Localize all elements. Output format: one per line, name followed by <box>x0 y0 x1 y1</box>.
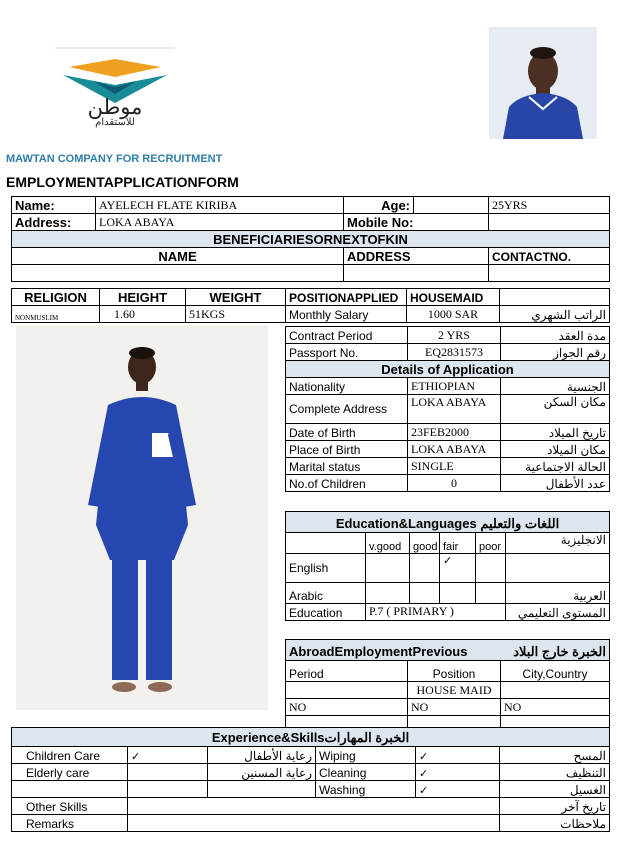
english-note <box>506 554 610 583</box>
arabic-vgood <box>366 583 410 604</box>
english-vgood <box>366 554 410 583</box>
passport-arabic: رقم الجواز <box>501 344 610 361</box>
wiping-label: Wiping <box>316 747 416 764</box>
company-name: MAWTAN COMPANY FOR RECRUITMENT <box>6 153 223 165</box>
level-fair: fair <box>440 533 476 554</box>
pob-arabic: مكان الميلاد <box>501 441 610 458</box>
pob-value: LOKA ABAYA <box>408 441 501 458</box>
english-poor <box>476 554 506 583</box>
address-label: Address: <box>12 214 96 231</box>
form-title: EMPLOYMENTAPPLICATIONFORM <box>6 174 239 190</box>
elderly-care-check <box>128 764 208 781</box>
height-value: 1.60 <box>100 306 186 323</box>
religion-label: RELIGION <box>12 289 100 306</box>
dob-arabic: تاريخ الميلاد <box>501 424 610 441</box>
elderly-care-arabic: رعاية المسنين <box>208 764 316 781</box>
contract-period-label: Contract Period <box>286 327 408 344</box>
applicant-portrait-photo <box>489 27 597 139</box>
physical-table <box>11 288 610 323</box>
remarks-arabic: ملاحظات <box>500 815 610 832</box>
abroad-city-header: City,Country <box>501 661 610 682</box>
pob-label: Place of Birth <box>286 441 408 458</box>
beneficiary-contact-header: CONTACTNO. <box>489 248 610 265</box>
children-value: 0 <box>408 475 501 492</box>
level-spacer <box>286 533 366 554</box>
abroad-row1-city <box>501 682 610 699</box>
english-good <box>410 554 440 583</box>
name-value: AYELECH FLATE KIRIBA <box>96 197 344 214</box>
level-poor: poor <box>476 533 506 554</box>
beneficiary-contact-cell <box>489 265 610 282</box>
english-fair-check-icon: ✓ <box>440 554 476 583</box>
age-value: 25YRS <box>489 197 610 214</box>
mobile-label: Mobile No: <box>344 214 489 231</box>
abroad-row2-period: NO <box>286 699 408 716</box>
weight-label: WEIGHT <box>186 289 286 306</box>
full-body-photo-icon <box>16 325 268 710</box>
wiping-check-icon: ✓ <box>416 747 500 764</box>
cleaning-check-icon: ✓ <box>416 764 500 781</box>
nationality-arabic: الجنسية <box>501 378 610 395</box>
arabic-arabic: العربية <box>506 583 610 604</box>
abroad-header-ar: الخبرة خارج البلاد <box>513 644 606 659</box>
elderly-care-label: Elderly care <box>12 764 128 781</box>
washing-check-icon: ✓ <box>416 781 500 798</box>
abroad-row2-city: NO <box>501 699 610 716</box>
company-logo <box>55 45 175 140</box>
children-care-check-icon: ✓ <box>128 747 208 764</box>
cleaning-arabic: التنظيف <box>500 764 610 781</box>
applicant-full-photo <box>16 325 268 710</box>
abroad-header-en: AbroadEmploymentPrevious <box>289 644 468 659</box>
marital-label: Marital status <box>286 458 408 475</box>
complete-address-arabic: مكان السكن <box>501 395 610 424</box>
education-header <box>286 512 610 533</box>
personal-info-table <box>11 196 610 282</box>
education-arabic: المستوى التعليمي <box>506 604 610 621</box>
religion-value: NONMUSLIM <box>12 306 100 323</box>
mobile-value <box>489 214 610 231</box>
passport-value: EQ2831573 <box>408 344 501 361</box>
contract-period-arabic: مدة العقد <box>501 327 610 344</box>
contract-table <box>285 326 610 492</box>
abroad-period-header: Period <box>286 661 408 682</box>
position-applied-value: HOUSEMAID <box>407 289 500 306</box>
blank-skill-a <box>12 781 128 798</box>
beneficiary-name-header: NAME <box>12 248 344 265</box>
washing-arabic: الغسيل <box>500 781 610 798</box>
portrait-icon <box>489 27 597 139</box>
logo-arabic-main: موطن <box>87 95 143 119</box>
abroad-row1-period <box>286 682 408 699</box>
level-vgood: v.good <box>366 533 410 554</box>
cleaning-label: Cleaning <box>316 764 416 781</box>
experience-header-ar: الخبرة المهارات <box>324 730 410 745</box>
abroad-table <box>285 639 610 733</box>
children-care-label: Children Care <box>12 747 128 764</box>
abroad-position-header: Position <box>408 661 501 682</box>
nationality-value: ETHIOPIAN <box>408 378 501 395</box>
salary-value: 1000 SAR <box>407 306 500 323</box>
education-table <box>285 511 610 621</box>
blank-skill-c <box>208 781 316 798</box>
education-header-ar: اللغات والتعليم <box>480 516 560 531</box>
other-skills-label: Other Skills <box>12 798 128 815</box>
complete-address-value: LOKA ABAYA <box>408 395 501 424</box>
salary-label: Monthly Salary <box>286 306 407 323</box>
children-care-arabic: رعاية الأطفال <box>208 747 316 764</box>
position-spacer <box>500 289 610 306</box>
height-label: HEIGHT <box>100 289 186 306</box>
children-label: No.of Children <box>286 475 408 492</box>
beneficiaries-header: BENEFICIARIESORNEXTOFKIN <box>12 231 610 248</box>
logo-arabic-sub: للاستقدام <box>95 117 135 128</box>
age-label: Age: <box>344 197 414 214</box>
complete-address-label: Complete Address <box>286 395 408 424</box>
remarks-label: Remarks <box>12 815 128 832</box>
nationality-label: Nationality <box>286 378 408 395</box>
wiping-arabic: المسح <box>500 747 610 764</box>
dob-value: 23FEB2000 <box>408 424 501 441</box>
dob-label: Date of Birth <box>286 424 408 441</box>
beneficiary-address-cell <box>344 265 489 282</box>
education-label: Education <box>286 604 366 621</box>
washing-label: Washing <box>316 781 416 798</box>
experience-header-en: Experience&Skills <box>211 730 325 745</box>
passport-label: Passport No. <box>286 344 408 361</box>
address-value: LOKA ABAYA <box>96 214 344 231</box>
abroad-header <box>286 640 610 661</box>
weight-value: 51KGS <box>186 306 286 323</box>
salary-arabic: الراتب الشهري <box>500 306 610 323</box>
other-skills-value <box>128 798 500 815</box>
english-label: English <box>286 554 366 583</box>
blank-skill-b <box>128 781 208 798</box>
other-skills-arabic: تاريخ آخر <box>500 798 610 815</box>
level-good: good <box>410 533 440 554</box>
contract-period-value: 2 YRS <box>408 327 501 344</box>
education-value: P.7 ( PRIMARY ) <box>366 604 506 621</box>
marital-value: SINGLE <box>408 458 501 475</box>
experience-table <box>11 727 610 832</box>
marital-arabic: الحالة الاجتماعية <box>501 458 610 475</box>
english-arabic: الانجليزية <box>506 533 610 554</box>
beneficiary-name-cell <box>12 265 344 282</box>
arabic-poor <box>476 583 506 604</box>
abroad-row2-position: NO <box>408 699 501 716</box>
education-header-en: Education&Languages <box>335 516 477 531</box>
remarks-value <box>128 815 500 832</box>
arabic-label: Arabic <box>286 583 366 604</box>
beneficiary-address-header: ADDRESS <box>344 248 489 265</box>
arabic-fair <box>440 583 476 604</box>
experience-header <box>12 728 610 747</box>
children-arabic: عدد الأطفال <box>501 475 610 492</box>
details-header: Details of Application <box>286 361 610 378</box>
abroad-row1-position: HOUSE MAID <box>408 682 501 699</box>
age-spacer <box>414 197 489 214</box>
name-label: Name: <box>12 197 96 214</box>
arabic-good <box>410 583 440 604</box>
position-applied-label: POSITIONAPPLIED <box>286 289 407 306</box>
